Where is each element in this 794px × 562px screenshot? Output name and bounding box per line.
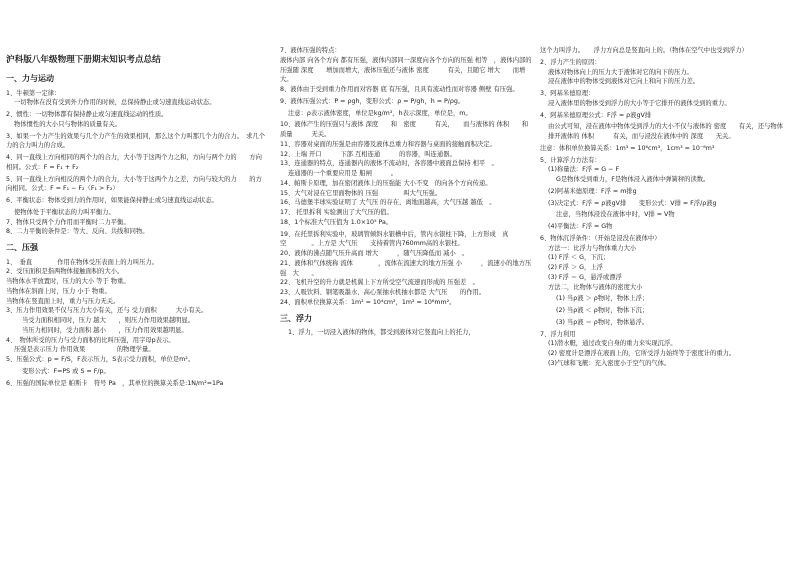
paragraph: 当物体水平放置时，压力的大小 等于 物重。: [6, 278, 130, 286]
paragraph: 7、物体只受两个力作用而平衡时二力平衡。: [6, 218, 130, 226]
paragraph: 24、面积单位换算关系：1m² = 10⁴cm²，1m² = 10⁶mm²。: [280, 298, 456, 306]
paragraph: 18、1个标准大气压值为 1.0×10⁵ Pa。: [280, 218, 393, 226]
paragraph: 5、计算浮力方法有：: [540, 156, 601, 164]
column-right: [540, 46, 788, 369]
section-heading-pressure: 二、压强: [6, 243, 38, 253]
paragraph: 浸在液体中的物体受到液体对它向上和向下的压力差。: [548, 78, 700, 86]
paragraph: 1、牛顿第一定律：: [6, 89, 61, 97]
paragraph: 2、惯性：一切物体都有保持静止或匀速直线运动的性质。: [6, 111, 168, 119]
paragraph: 23、人吸饮料、钢笔吸墨水、高心泵抽水机抽水都是 大气压 的作用。: [280, 289, 486, 296]
paragraph: (3) F浮 ＝ G，悬浮或漂浮: [548, 273, 622, 281]
paragraph: 浸入液体里的物体受到浮力的大小等于它排开的液体受到的重力。: [548, 99, 731, 107]
paragraph: 压强是表示压力 作用效果 的物理学量。: [14, 346, 155, 354]
paragraph: 一切物体在没有受到外力作用的时候，总保持静止或匀速直线运动状态。: [14, 99, 216, 107]
paragraph: 使物体处于平衡状态的力叫平衡力。: [14, 208, 115, 216]
paragraph: 这个力叫浮力。 浮力方向总是竖直向上的。（物体在空气中也受到浮力）: [540, 47, 748, 54]
paragraph: (2) 密度计是漂浮在液面上的，它所受浮力始终等于密度计的重力。: [548, 350, 736, 357]
paragraph: (1)潜水艇，通过改变自身的重力来实现沉浮。: [548, 340, 677, 348]
section-heading-buoyancy: 三、浮力: [280, 313, 312, 323]
paragraph: 3、阿基米德原理：: [540, 90, 595, 97]
paragraph: (2) F浮 ＞ G，上浮: [548, 264, 603, 271]
paragraph: 2、浮力产生的原因：: [540, 58, 601, 66]
paragraph: 10、液体产生的压强只与液体 深度 和 密度 有关， 而与液体的 体积 和 质量 无关。: [280, 121, 535, 138]
paragraph: (4)平衡法：F浮 = G物: [548, 223, 613, 230]
paragraph: 12、上端 开口 下部 互相连通 的容器，叫连通器。: [280, 150, 456, 158]
paragraph: (3)决定式：F浮 = ρ液gV排 变形公式：V排 = F浮/ρ液g: [548, 199, 717, 207]
paragraph: 8、液体由于受到重力作用而对容器 底 有压强，且具有流动性而对容器 侧壁 有压强。: [280, 86, 519, 93]
paragraph: 1、浮力，一切浸入液体的物体，都受到液体对它竖直向上的托力，: [288, 328, 475, 336]
paragraph: 方法二，比物体与液体的密度大小: [548, 283, 643, 291]
paragraph: 4、阿基米德原理公式：F浮 = ρ液gV排: [540, 111, 652, 119]
paragraph: 5、压强公式：p = F/S，F表示压力，S表示受力面积，单位是m²。: [6, 356, 195, 364]
paragraph: 4、 物体所受的压力与受力面积的比叫压强，用字母p表示。: [6, 336, 175, 344]
paragraph: 6、物体沉浮条件：（开始是浸没在液体中）: [540, 234, 661, 242]
paragraph: 1、 垂直 作用在物体受压表面上的力叫压力。: [6, 258, 158, 266]
paragraph: 13、连通器的特点，连通器内的液体不流动时，各容器中液面总保持 相平 。: [280, 160, 498, 168]
column-middle: [280, 46, 535, 338]
paragraph: 20、液体的沸点随气压升高而 增大 ，随气压降低而 减小 。: [280, 250, 469, 257]
paragraph: 4、同一直线上方向相同的两个力的合力，大小等于这两个力之和，方向与两个力的 方向相同。公式：F = F₁ + F₂: [6, 154, 262, 171]
paragraph: 当压力相同时，受力面积 越小 ，压力作用效果越明显。: [22, 326, 188, 334]
paragraph: 21、液体和气体统称 流体 ，流体在流速大的地方压强 小 ，流速小的地方压强 大 。: [280, 259, 532, 277]
paragraph: (1)称量法：F浮 = G − F: [548, 166, 620, 174]
paragraph: 由公式可知，浸在液体中物体受到浮力的大小不仅与液体的 密度 有关，还与物体排开液体的 体积 有关，而与浸没在液体中的 深度 无关。: [548, 123, 783, 140]
paragraph: 22、飞机升空的升力就是机翼上下方所受空气流速而形成的 压强差 。: [280, 279, 479, 287]
paragraph: 液体对物体向上的压力大于液体对它的向下的压力。: [548, 68, 693, 76]
paragraph: 15、大气对浸在它里面物体的 压强 叫大气压强。: [280, 189, 442, 197]
paragraph: 3、如果一个力产生的效果与几个力产生的效果相同，那么这个力叫那几个力的合力。 求几个力的合力叫力的合成。: [6, 132, 266, 150]
paragraph: G是物体受到重力，F是物体浸入液体中弹簧秤的读数。: [556, 176, 710, 183]
paragraph: 7、浮力利用: [540, 330, 576, 338]
paragraph: 当物体在竖直面上时，重力与压力无关。: [6, 297, 120, 305]
paragraph: 7、液体压强的特点：: [280, 47, 341, 54]
paragraph: (2)阿基米德原理：F浮 = m排g: [548, 187, 637, 195]
paragraph: 2、受压面积是指两物体接触面积的大小。: [6, 268, 124, 276]
paragraph: 19、在托里拆利实验中，玻璃管倾斜水银槽中后，管内水银柱下降，上方形成 真空 。上方是 大气压 支持着管内760mm高的水银柱。: [280, 230, 509, 248]
page-title: 沪科版八年级物理下册期末知识考点总结: [6, 55, 161, 65]
paragraph: 11、容器对桌面的压强是由容器及液体总重力和容器与桌面的接触面积决定。: [280, 140, 496, 148]
paragraph: 9、液体压强公式：P = ρgh，变形公式：ρ = P/gh，h = P/ρg。: [280, 97, 465, 105]
paragraph: 变形公式：F=PS 或 S = F/p。: [22, 367, 110, 375]
paragraph: 14、帕斯卡原理，加在密闭液体上的压强能 大小不变 的向各个方向传递。: [280, 179, 492, 187]
paragraph: (3) 当ρ液 ＝ ρ物时，物体悬浮。: [556, 318, 649, 326]
paragraph: 8、二力平衡的条件是：等大、反向、共线和同物。: [6, 228, 149, 236]
paragraph: 17、 托里拆利 实验测出了大气压的值。: [280, 209, 393, 216]
paragraph: 6、压强的国际单位是 帕斯卡 符号 Pa ，其单位的换算关系是:1N/m²=1Pa: [6, 379, 224, 387]
paragraph: 方法一：比浮力与物体重力大小: [548, 244, 637, 252]
section-heading-force-motion: 一、力与运动: [6, 74, 54, 84]
paragraph: 注意：体积单位换算关系：1m³ = 10⁶cm³，1cm³ = 10⁻⁶m³: [540, 144, 715, 152]
paragraph: (3)气球和飞艇：充入密度小于空气的气体。: [548, 359, 671, 367]
paragraph: 物体惯性的大小只与物体的质量有关。: [14, 120, 122, 128]
paragraph: 当物体在斜面上时，压力 小于 物重。: [6, 287, 111, 295]
paragraph: 注意：ρ表示液体密度，单位是kg/m³，h表示深度，单位是，m。: [288, 109, 472, 117]
paragraph: (1) F浮 ＜ G，下沉；: [548, 254, 610, 262]
paragraph: 注意，当物体浸没在液体中时，V排 = V物: [556, 211, 675, 219]
paragraph: 5、同一直线上方向相反的两个力的合力，大小等于这两个力之差，方向与较大的力 的方向相同。公式：F = F₁ − F₂（F₁ > F₂）: [6, 175, 262, 193]
paragraph: 连通器的一个重要应用是 船闸 。: [288, 170, 398, 177]
column-left: [6, 0, 268, 388]
paragraph: (2) 当ρ液 ＜ ρ物时，物体下沉；: [556, 307, 649, 314]
paragraph: 当受力面积相同时，压力 越大 ，则压力作用效果越明显。: [22, 317, 195, 325]
paragraph: 6、平衡状态：物体受到力的作用时，如果能保持静止或匀速直线运动状态。: [6, 197, 218, 205]
paragraph: 液体内部 向各个方向 都有压强，液体内部同一深度向各个方向的压强 相等 ，液体内部的压强随 深度 增加而增大，液体压强还与液体 密度 有关，且随它 增大 而增大。: [280, 56, 532, 84]
paragraph: 16、马德堡半球实验证明了 大气压 的存在，离地面越高，大气压越 越低 。: [280, 199, 496, 207]
paragraph: 3、压力作用效果不仅与压力大小有关，还与 受力面积 大小有关。: [6, 307, 208, 315]
paragraph: (1) 当ρ液 ＞ ρ物时，物体上浮；: [556, 295, 649, 303]
